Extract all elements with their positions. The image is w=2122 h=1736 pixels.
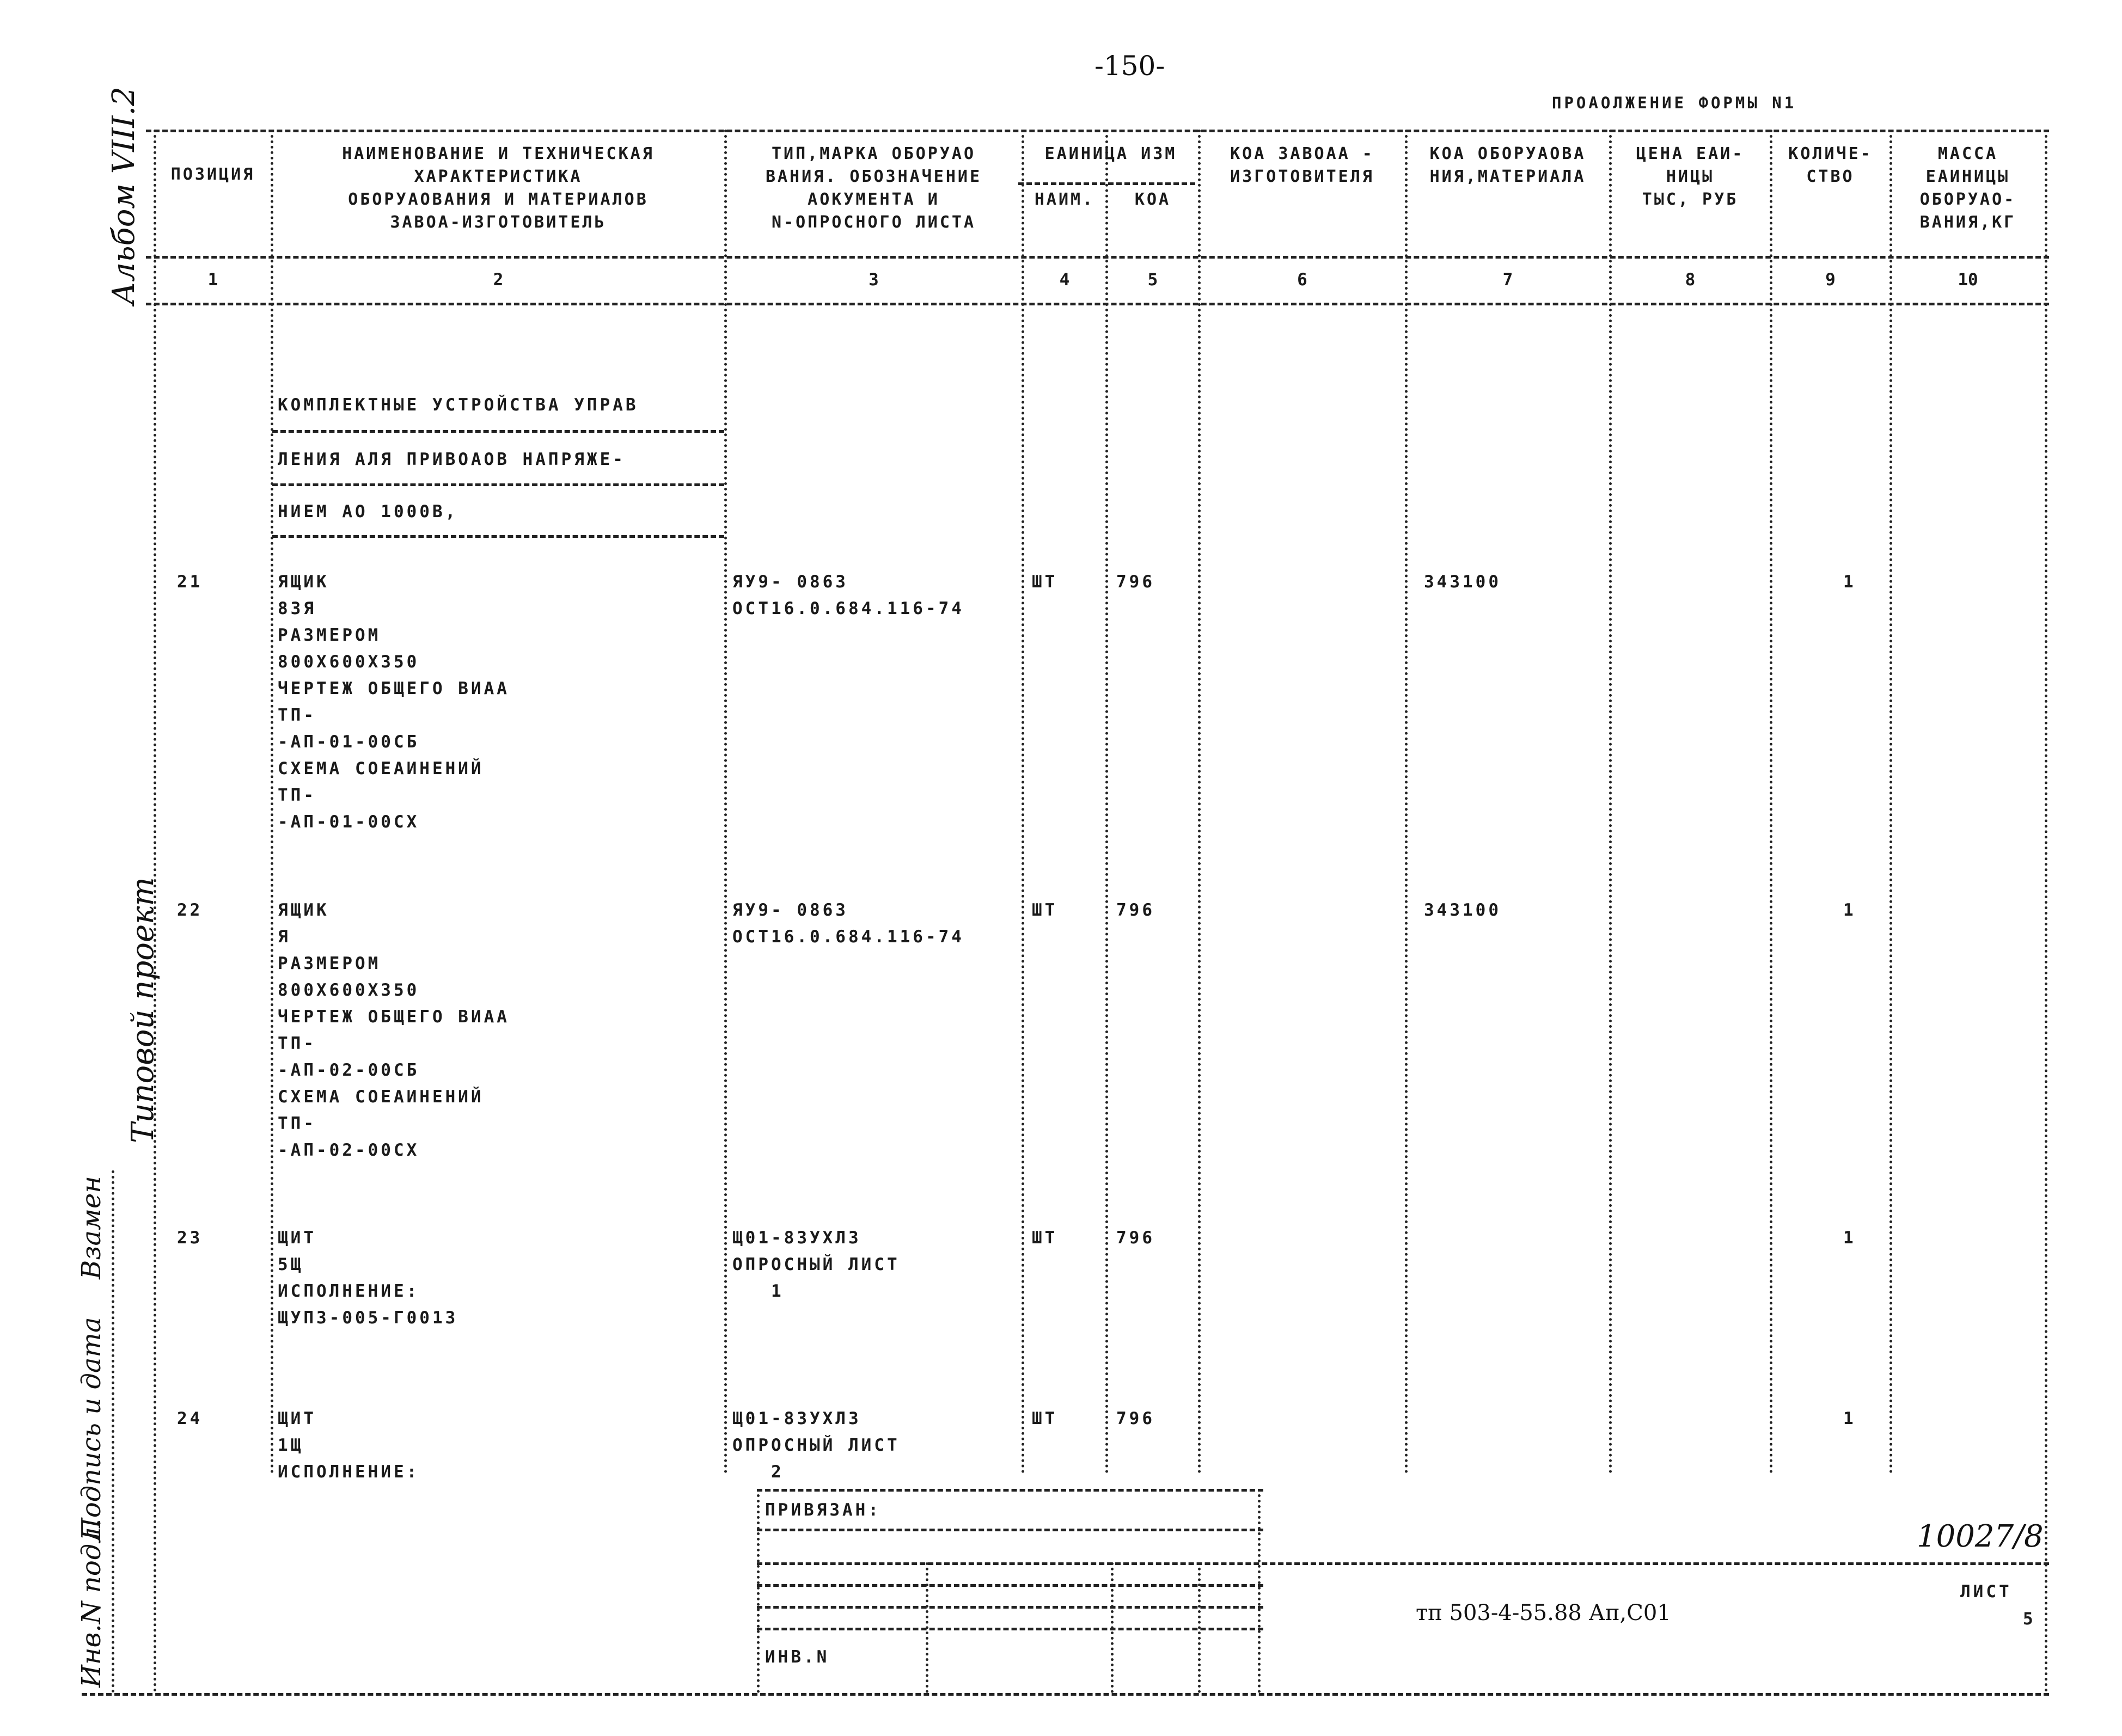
row-24-type: Щ01-83УХЛ3 ОПРОСНЫЙ ЛИСТ 2: [732, 1409, 900, 1482]
stamp-sep-d: [1198, 1562, 1201, 1693]
stamp-handwritten-number: 10027/8: [1917, 1519, 2044, 1554]
row-23-type: Щ01-83УХЛ3 ОПРОСНЫЙ ЛИСТ 1: [732, 1228, 900, 1301]
side-label-inv: Инв.N подл.: [76, 1519, 107, 1688]
stamp-sep-c: [1111, 1562, 1114, 1693]
colnum-4: 4: [1059, 270, 1070, 290]
header-col-4: НАИМ.: [1034, 190, 1095, 209]
page-number: -150-: [1094, 50, 1165, 82]
col-sep-3: [1022, 130, 1024, 1474]
row-21-name: ЯЩИК 83Я РАЗМЕРОМ 800Х600Х350 ЧЕРТЕЖ ОБЩЕГО ВИАА ТП- -АП-01-00СБ СХЕМА СОЕАИНЕНИЙ ТП- -АП-01-00СХ: [278, 572, 510, 832]
row-23-position: 23: [177, 1228, 203, 1248]
header-col-8: ЦЕНА ЕАИ- НИЦЫ ТЫС, РУБ: [1636, 144, 1745, 209]
stamp-top-rule: [757, 1489, 1263, 1492]
stamp-sep-e: [1258, 1489, 1261, 1693]
section-rule-3: [272, 535, 724, 538]
row-22-type: ЯУ9- 0863 ОСТ16.0.684.116-74: [732, 900, 964, 947]
header-col-3: ТИП,МАРКА ОБОРУАО ВАНИЯ. ОБОЗНАЧЕНИЕ АОКУМЕНТА И N-ОПРОСНОГО ЛИСТА: [765, 144, 982, 232]
row-22-equip-code: 343100: [1424, 900, 1501, 920]
side-margin-rule: [112, 1170, 114, 1693]
row-24-position: 24: [177, 1409, 203, 1428]
section-rule-1: [272, 430, 724, 433]
side-label-sign: Подпись и дата: [76, 1317, 107, 1541]
colnum-10: 10: [1958, 270, 1978, 290]
section-title-line-3: НИЕМ АО 1000В,: [278, 502, 458, 522]
colnum-5: 5: [1147, 270, 1158, 290]
stamp-sep-b: [926, 1562, 928, 1693]
colnum-bottom-border: [146, 303, 2049, 305]
row-22-name: ЯЩИК Я РАЗМЕРОМ 800Х600Х350 ЧЕРТЕЖ ОБЩЕГО ВИАА ТП- -АП-02-00СБ СХЕМА СОЕАИНЕНИЙ ТП- -АП-02-00СХ: [278, 900, 510, 1160]
colnum-9: 9: [1825, 270, 1836, 290]
row-23-code: 796: [1116, 1228, 1155, 1248]
row-23-name: ЩИТ 5Щ ИСПОЛНЕНИЕ: ЩУП3-005-Г0013: [278, 1228, 458, 1328]
row-21-unit: ШТ: [1032, 572, 1058, 592]
stamp-rule-2: [757, 1529, 1263, 1531]
row-21-position: 21: [177, 572, 203, 592]
side-label-album: Альбом VIII.2: [106, 87, 142, 305]
stamp-sep-a: [757, 1489, 760, 1693]
col-sep-5: [1198, 130, 1201, 1474]
header-bottom-border: [146, 256, 2049, 259]
section-rule-2: [272, 483, 724, 486]
side-label-replace: Взамен: [76, 1176, 107, 1279]
side-label-project: Типовой проект: [125, 877, 161, 1143]
row-22-unit: ШТ: [1032, 900, 1058, 920]
header-col-7: КОА ОБОРУАОВА НИЯ,МАТЕРИАЛА: [1429, 144, 1586, 186]
header-col-1: ПОЗИЦИЯ: [170, 165, 255, 184]
row-22-code: 796: [1116, 900, 1155, 920]
table-top-border: [146, 130, 2049, 132]
table-bottom-border: [82, 1693, 2049, 1696]
stamp-rule-5: [757, 1606, 1263, 1609]
colnum-1: 1: [207, 270, 218, 290]
stamp-rule-4: [757, 1584, 1263, 1587]
row-23-unit: ШТ: [1032, 1228, 1058, 1248]
col-sep-4: [1105, 130, 1108, 1474]
stamp-inv-label: ИНВ.N: [765, 1647, 830, 1667]
stamp-rule-3: [757, 1562, 2049, 1565]
header-col-5: КОА: [1134, 190, 1171, 209]
row-22-qty: 1: [1843, 900, 1856, 920]
colnum-8: 8: [1685, 270, 1696, 290]
header-unit: ЕАИНИЦА ИЗМ: [1044, 144, 1177, 163]
stamp-sheet-number: 5: [2023, 1609, 2036, 1629]
row-23-qty: 1: [1843, 1228, 1856, 1248]
row-22-position: 22: [177, 900, 203, 920]
col-sep-right: [2045, 130, 2047, 1693]
colnum-2: 2: [493, 270, 504, 290]
stamp-rule-6: [757, 1628, 1263, 1630]
colnum-7: 7: [1502, 270, 1513, 290]
section-title-line-1: КОМПЛЕКТНЫЕ УСТРОЙСТВА УПРАВ: [278, 395, 639, 415]
row-21-code: 796: [1116, 572, 1155, 592]
header-col-2: НАИМЕНОВАНИЕ И ТЕХНИЧЕСКАЯ ХАРАКТЕРИСТИКА ОБОРУАОВАНИЯ И МАТЕРИАЛОВ ЗАВОА-ИЗГОТОВИТЕЛЬ: [342, 144, 655, 232]
col-sep-9: [1889, 130, 1892, 1474]
colnum-6: 6: [1297, 270, 1307, 290]
col-sep-2: [724, 130, 727, 1474]
col-sep-1: [271, 130, 273, 1474]
row-21-type: ЯУ9- 0863 ОСТ16.0.684.116-74: [732, 572, 964, 618]
row-24-name: ЩИТ 1Щ ИСПОЛНЕНИЕ:: [278, 1409, 420, 1482]
stamp-bound-label: ПРИВЯЗАН:: [765, 1500, 881, 1520]
header-col-6: КОА ЗАВОАА - ИЗГОТОВИТЕЛЯ: [1230, 144, 1374, 186]
col-sep-8: [1770, 130, 1772, 1474]
section-title-line-2: ЛЕНИЯ АЛЯ ПРИВОАОВ НАПРЯЖЕ-: [278, 450, 626, 469]
row-24-code: 796: [1116, 1409, 1155, 1428]
col-sep-7: [1609, 130, 1612, 1474]
colnum-3: 3: [869, 270, 879, 290]
stamp-sheet-label: ЛИСТ: [1960, 1582, 2012, 1602]
col-sep-6: [1405, 130, 1408, 1474]
row-24-qty: 1: [1843, 1409, 1856, 1428]
row-24-unit: ШТ: [1032, 1409, 1058, 1428]
row-21-qty: 1: [1843, 572, 1856, 592]
header-col-10: МАССА ЕАИНИЦЫ ОБОРУАО- ВАНИЯ,КГ: [1919, 144, 2016, 232]
stamp-doc-code: тп 503-4-55.88 Ап,С01: [1416, 1600, 1671, 1625]
header-col-9: КОЛИЧЕ- СТВО: [1788, 144, 1873, 186]
row-21-equip-code: 343100: [1424, 572, 1501, 592]
form-continuation: ПРОАОЛЖЕНИЕ ФОРМЫ N1: [1552, 94, 1797, 112]
